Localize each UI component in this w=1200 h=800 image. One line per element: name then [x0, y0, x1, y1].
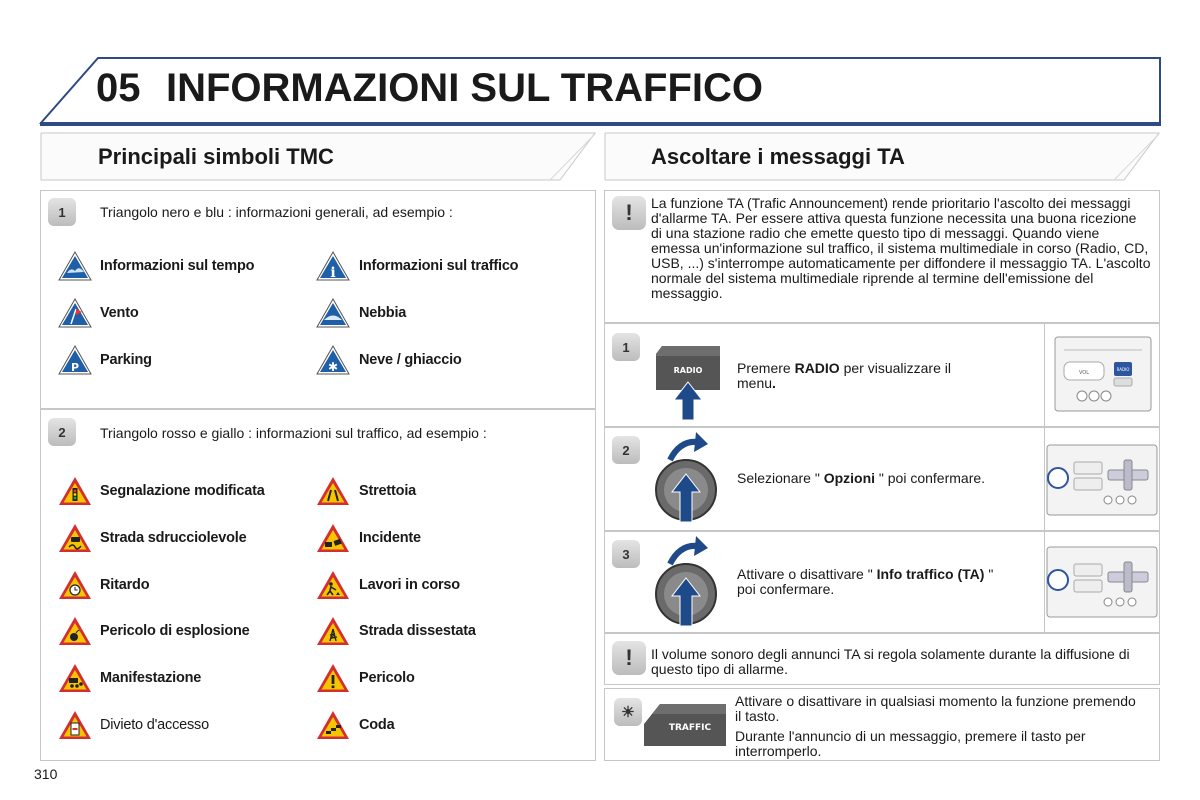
snow-sign-icon [316, 345, 350, 375]
group-1-intro: Triangolo nero e blu : informazioni generali, ad esempio : [100, 204, 453, 220]
sign-label-danger: Pericolo [359, 670, 415, 686]
explosion-sign-icon [58, 616, 92, 646]
svg-text:RADIO: RADIO [1116, 367, 1130, 372]
traffic-button-illustration[interactable] [642, 702, 728, 748]
options-panel-illustration [1046, 444, 1158, 516]
demonstration-sign-icon [58, 663, 92, 693]
right-section-title: Ascoltare i messaggi TA [651, 144, 905, 169]
chapter-number: 05 [96, 66, 141, 110]
danger-sign-icon [316, 663, 350, 693]
radio-button-label: RADIO [673, 366, 703, 375]
traffic-button-label: TRAFFIC [668, 723, 712, 733]
rotary-knob-illustration-2[interactable] [652, 534, 724, 630]
sign-label-modified-signal: Segnalazione modificata [100, 483, 265, 499]
group-1-badge: 1 [48, 198, 76, 226]
accident-sign-icon [316, 523, 350, 553]
traffic-tip-text-2: Durante l'annuncio di un messaggio, premere il tasto per interromperlo. [735, 728, 1086, 759]
step-1-text: Premere RADIO per visualizzare il menu. [737, 360, 951, 391]
sign-label-traffic-info: Informazioni sul traffico [359, 258, 519, 274]
sign-label-queue: Coda [359, 717, 395, 733]
queue-sign-icon [316, 710, 350, 740]
warning-icon: ! [612, 641, 646, 675]
ta-panel-illustration [1046, 546, 1158, 618]
left-section-title: Principali simboli TMC [98, 144, 334, 169]
sign-label-accident: Incidente [359, 530, 421, 546]
traffic-tip-text-1: Attivare o disattivare in qualsiasi momento la funzione premendo il tasto. [735, 693, 1136, 724]
step-2-badge: 2 [612, 436, 640, 464]
rotary-knob-illustration[interactable] [652, 430, 724, 526]
sign-label-delay: Ritardo [100, 577, 150, 593]
sign-label-fog: Nebbia [359, 305, 407, 321]
radio-panel-illustration [1054, 336, 1152, 412]
step-3-text: Attivare o disattivare " Info traffico (TA) " poi confermare. [737, 566, 994, 597]
svg-text:VOL: VOL [1078, 370, 1090, 376]
narrowing-sign-icon [316, 476, 350, 506]
delay-sign-icon [58, 570, 92, 600]
wind-sign-icon [58, 298, 92, 328]
step-1-badge: 1 [612, 333, 640, 361]
sign-label-weather: Informazioni sul tempo [100, 258, 255, 274]
parking-sign-icon [58, 345, 92, 375]
no-entry-sign-icon [58, 710, 92, 740]
light-bulb-icon: ☀ [614, 698, 642, 726]
sign-label-slippery-road: Strada sdrucciolevole [100, 530, 247, 546]
warning-icon: ! [612, 196, 646, 230]
group-2-intro: Triangolo rosso e giallo : informazioni sul traffico, ad esempio : [100, 425, 487, 441]
fog-sign-icon [316, 298, 350, 328]
svg-text:i: i [330, 265, 336, 281]
svg-text:P: P [70, 361, 80, 374]
radio-button-illustration[interactable] [654, 342, 722, 422]
step-2-text: Selezionare " Opzioni " poi confermare. [737, 470, 986, 486]
page-title: INFORMAZIONI SUL TRAFFICO [166, 66, 763, 110]
sign-label-snow: Neve / ghiaccio [359, 352, 462, 368]
sign-label-no-entry: Divieto d'accesso [100, 717, 209, 733]
sign-label-demonstration: Manifestazione [100, 670, 202, 686]
ta-intro-text: La funzione TA (Trafic Announcement) rende prioritario l'ascolto dei messaggi d'allarme TA. Per essere attiva questa funzione necessita una buona ricezione di una stazione radio che emette questo tipo di messaggi. Quando viene emessa un'informazione sul traffico, il sistema multimediale in corso (Radio, CD, USB, ...) s'interrompe automaticamente per diffondere il messaggio TA. L'ascolto normale del sistema multimediale riprende al termine dell'emissione del messaggio. [651, 195, 1151, 301]
sign-label-narrowing: Strettoia [359, 483, 417, 499]
roadworks-sign-icon [316, 570, 350, 600]
weather-sign-icon [58, 251, 92, 281]
info-sign-icon [316, 251, 350, 281]
svg-text:✱: ✱ [327, 360, 339, 374]
group-2-badge: 2 [48, 418, 76, 446]
step-3-badge: 3 [612, 540, 640, 568]
sign-label-wind: Vento [100, 305, 139, 321]
sign-label-parking: Parking [100, 352, 152, 368]
sign-label-explosion: Pericolo di esplosione [100, 623, 250, 639]
modified-signal-sign-icon [58, 476, 92, 506]
page-number: 310 [34, 766, 58, 782]
sign-label-roadworks: Lavori in corso [359, 577, 460, 593]
slippery-road-sign-icon [58, 523, 92, 553]
volume-note-text: Il volume sonoro degli annunci TA si regola solamente durante la diffusione di questo tipo di allarme. [651, 646, 1130, 677]
rough-road-sign-icon [316, 616, 350, 646]
sign-label-rough-road: Strada dissestata [359, 623, 476, 639]
